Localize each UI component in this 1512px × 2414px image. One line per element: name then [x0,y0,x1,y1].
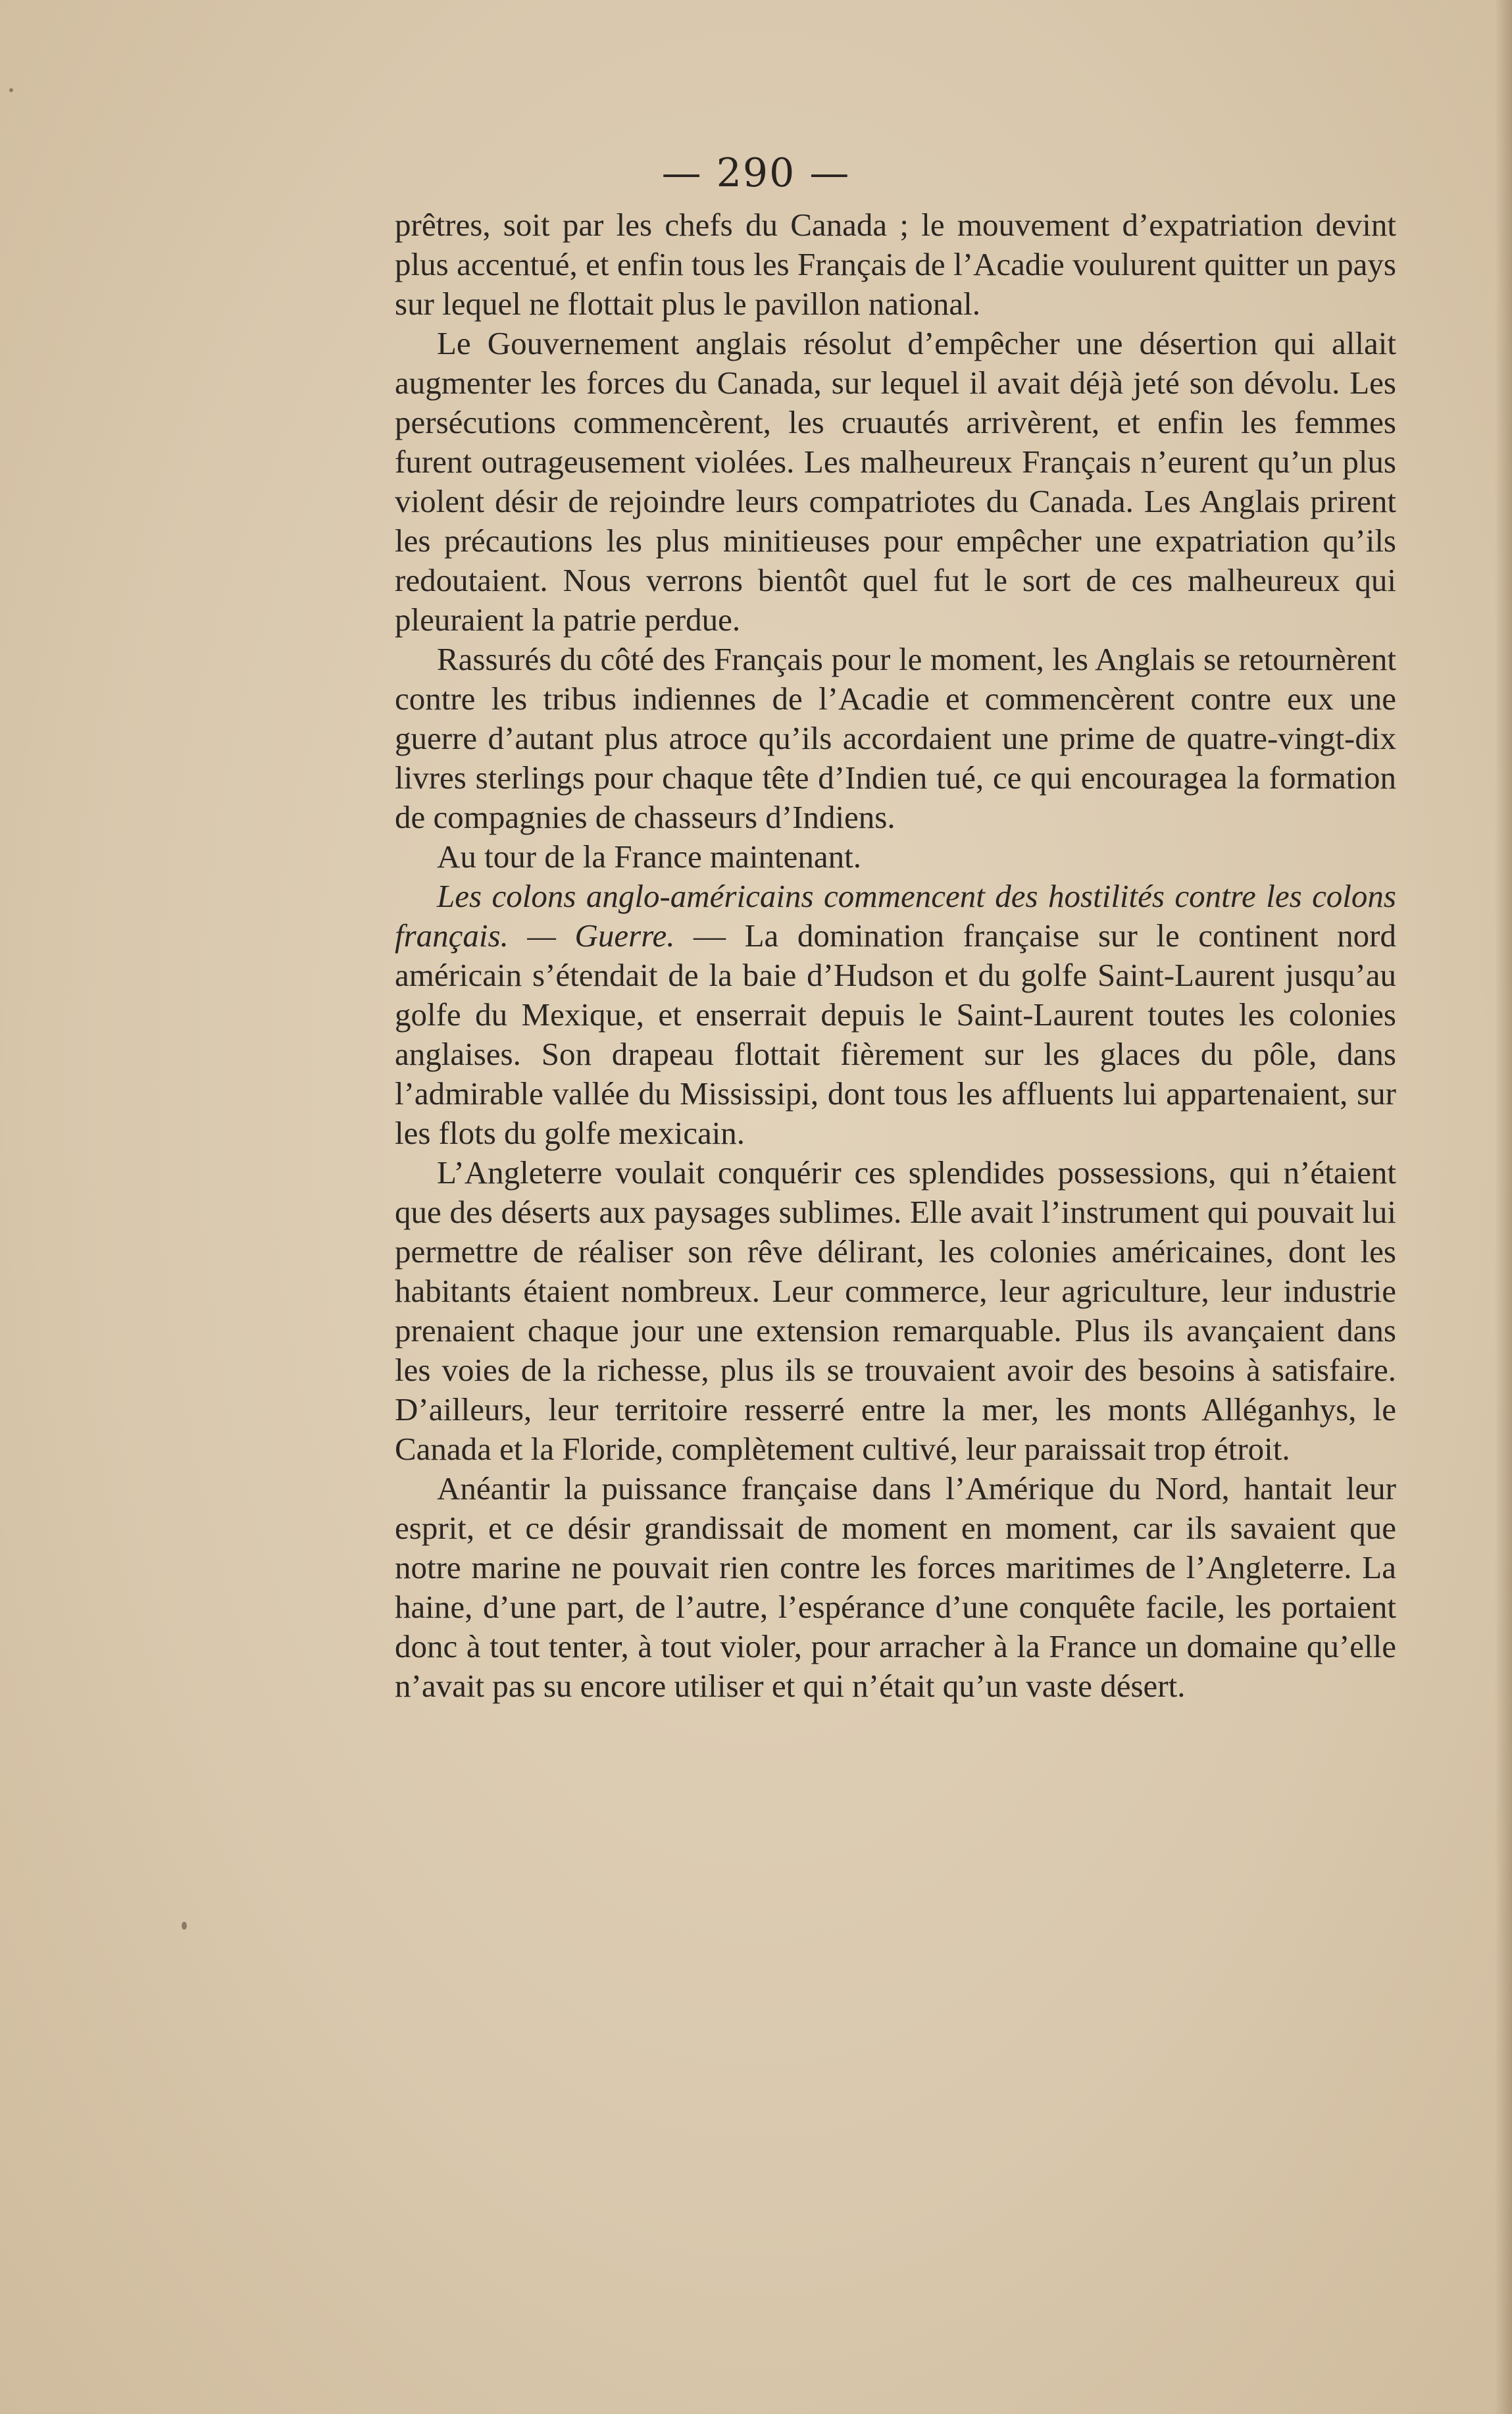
paragraph-1-text: prêtres, soit par les chefs du Canada ; le mouvement d’expatriation devint plus accentué, et enfin tous les Français de l’Acadie voulurent quitter un pays sur lequel ne flottait plus le pavillon national. [395,207,1396,322]
section-heading-italic: Les colons anglo-américains commencent des hostilités contre les colons français. — Guerre. [395,878,1396,954]
paragraph-4-text: Au tour de la France maintenant. [437,838,861,875]
paragraph-2 [395,324,1396,640]
paragraph-4 [395,837,1396,877]
paragraph-7-text: Anéantir la puissance française dans l’Amérique du Nord, hantait leur esprit, et ce désir grandissait de moment en moment, car ils savaient que notre marine ne pouvait rien contre les forces maritimes de l’Angleterre. La haine, d’une part, de l’autre, l’espérance d’une conquête facile, les portaient donc à tout tenter, à tout violer, pour arracher à la France un domaine qu’elle n’avait pas su encore utiliser et qui n’était qu’un vaste désert. [395,1470,1396,1704]
page-edge-shadow [1495,0,1512,2414]
page-number: — 290 — [661,150,851,196]
paper-speck [182,1922,187,1930]
paper-speck [9,88,13,92]
paragraph-6 [395,1153,1396,1469]
paragraph-7 [395,1469,1396,1706]
paragraph-3-text: Rassurés du côté des Français pour le moment, les Anglais se retournèrent contre les tribus indiennes de l’Acadie et commencèrent contre eux une guerre d’autant plus atroce qu’ils accordaient une prime de quatre-vingt-dix livres sterlings pour chaque tête d’Indien tué, ce qui encouragea la formation de compagnies de chasseurs d’Indiens. [395,641,1396,835]
paragraph-5-text: — La domination française sur le continent nord américain s’étendait de la baie d’Hudson et du golfe Saint-Laurent jusqu’au golfe du Mexique, et enserrait depuis le Saint-Laurent toutes les colonies anglaises. Son drapeau flottait fièrement sur les glaces du pôle, dans l’admirable vallée du Mississipi, dont tous les affluents lui appartenaient, sur les flots du golfe mexicain. [395,917,1396,1151]
paragraph-5 [395,877,1396,1153]
paragraph-2-text: Le Gouvernement anglais résolut d’empêcher une désertion qui allait augmenter les forces du Canada, sur lequel il avait déjà jeté son dévolu. Les persécutions commencèrent, les cruautés arrivèrent, et enfin les femmes furent outrageusement violées. Les malheureux Français n’eurent qu’un plus violent désir de rejoindre leurs compatriotes du Canada. Les Anglais prirent les précautions les plus minitieuses pour empêcher une expatriation qu’ils redoutaient. Nous verrons bientôt quel fut le sort de ces malheureux qui pleuraient la patrie perdue. [395,325,1396,638]
paragraph-3 [395,640,1396,837]
paragraph-6-text: L’Angleterre voulait conquérir ces splendides possessions, qui n’étaient que des déserts aux paysages sublimes. Elle avait l’instrument qui pouvait lui permettre de réaliser son rêve délirant, les colonies américaines, dont les habitants étaient nombreux. Leur commerce, leur agriculture, leur industrie prenaient chaque jour une extension remarquable. Plus ils avançaient dans les voies de la richesse, plus ils se trouvaient avoir des besoins à satisfaire. D’ailleurs, leur territoire resserré entre la mer, les monts Alléganhys, le Canada et la Floride, complètement cultivé, leur paraissait trop étroit. [395,1154,1396,1467]
body-text [395,205,1396,1706]
paragraph-1 [395,205,1396,324]
